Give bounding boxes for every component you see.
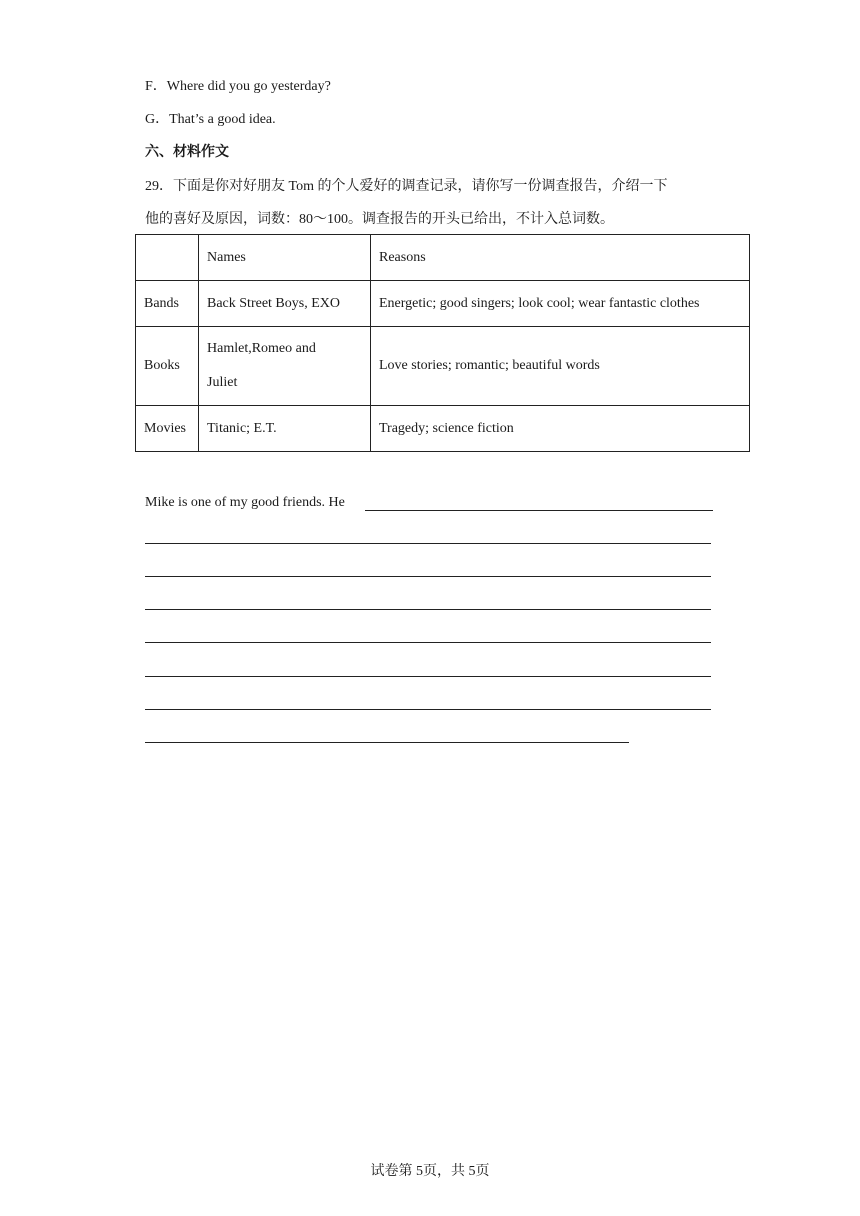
header-empty-cell bbox=[136, 235, 199, 281]
table-header-row bbox=[136, 235, 750, 281]
answer-line[interactable] bbox=[145, 576, 711, 577]
answer-blank[interactable] bbox=[365, 510, 713, 511]
row-names: Back Street Boys, EXO bbox=[199, 281, 371, 327]
row-reasons: Love stories; romantic; beautiful words bbox=[371, 327, 750, 406]
page-footer: 试卷第 5页，共 5页 bbox=[370, 1164, 490, 1179]
answer-line[interactable] bbox=[145, 709, 711, 710]
header-names: Names bbox=[199, 235, 371, 281]
row-names-line-1: Hamlet,Romeo and bbox=[207, 341, 316, 356]
row-reasons: Tragedy; science fiction bbox=[371, 406, 750, 452]
answer-line[interactable] bbox=[145, 543, 711, 544]
table-row bbox=[136, 281, 750, 327]
answer-line[interactable] bbox=[145, 742, 629, 743]
row-category: Movies bbox=[136, 406, 199, 452]
table-row bbox=[136, 406, 750, 452]
row-names-line-2: Juliet bbox=[207, 375, 238, 390]
option-f: F．Where did you go yesterday? bbox=[145, 79, 331, 94]
row-reasons: Energetic; good singers; look cool; wear fantastic clothes bbox=[371, 281, 750, 327]
question-line-1: 29．下面是你对好朋友 Tom 的个人爱好的调查记录，请你写一份调查报告，介绍一下 bbox=[145, 179, 668, 194]
answer-line[interactable] bbox=[145, 642, 711, 643]
writing-starter: Mike is one of my good friends. He bbox=[145, 495, 345, 510]
row-category: Books bbox=[136, 327, 199, 406]
option-g: G．That’s a good idea. bbox=[145, 112, 276, 127]
answer-line[interactable] bbox=[145, 609, 711, 610]
row-names bbox=[199, 327, 371, 406]
table-row bbox=[136, 327, 750, 406]
survey-table bbox=[135, 234, 750, 452]
answer-line[interactable] bbox=[145, 676, 711, 677]
row-category: Bands bbox=[136, 281, 199, 327]
question-line-2: 他的喜好及原因，词数：80～100。调查报告的开头已给出，不计入总词数。 bbox=[145, 212, 614, 227]
header-reasons: Reasons bbox=[371, 235, 750, 281]
row-names: Titanic; E.T. bbox=[199, 406, 371, 452]
section-title: 六、材料作文 bbox=[145, 145, 229, 160]
